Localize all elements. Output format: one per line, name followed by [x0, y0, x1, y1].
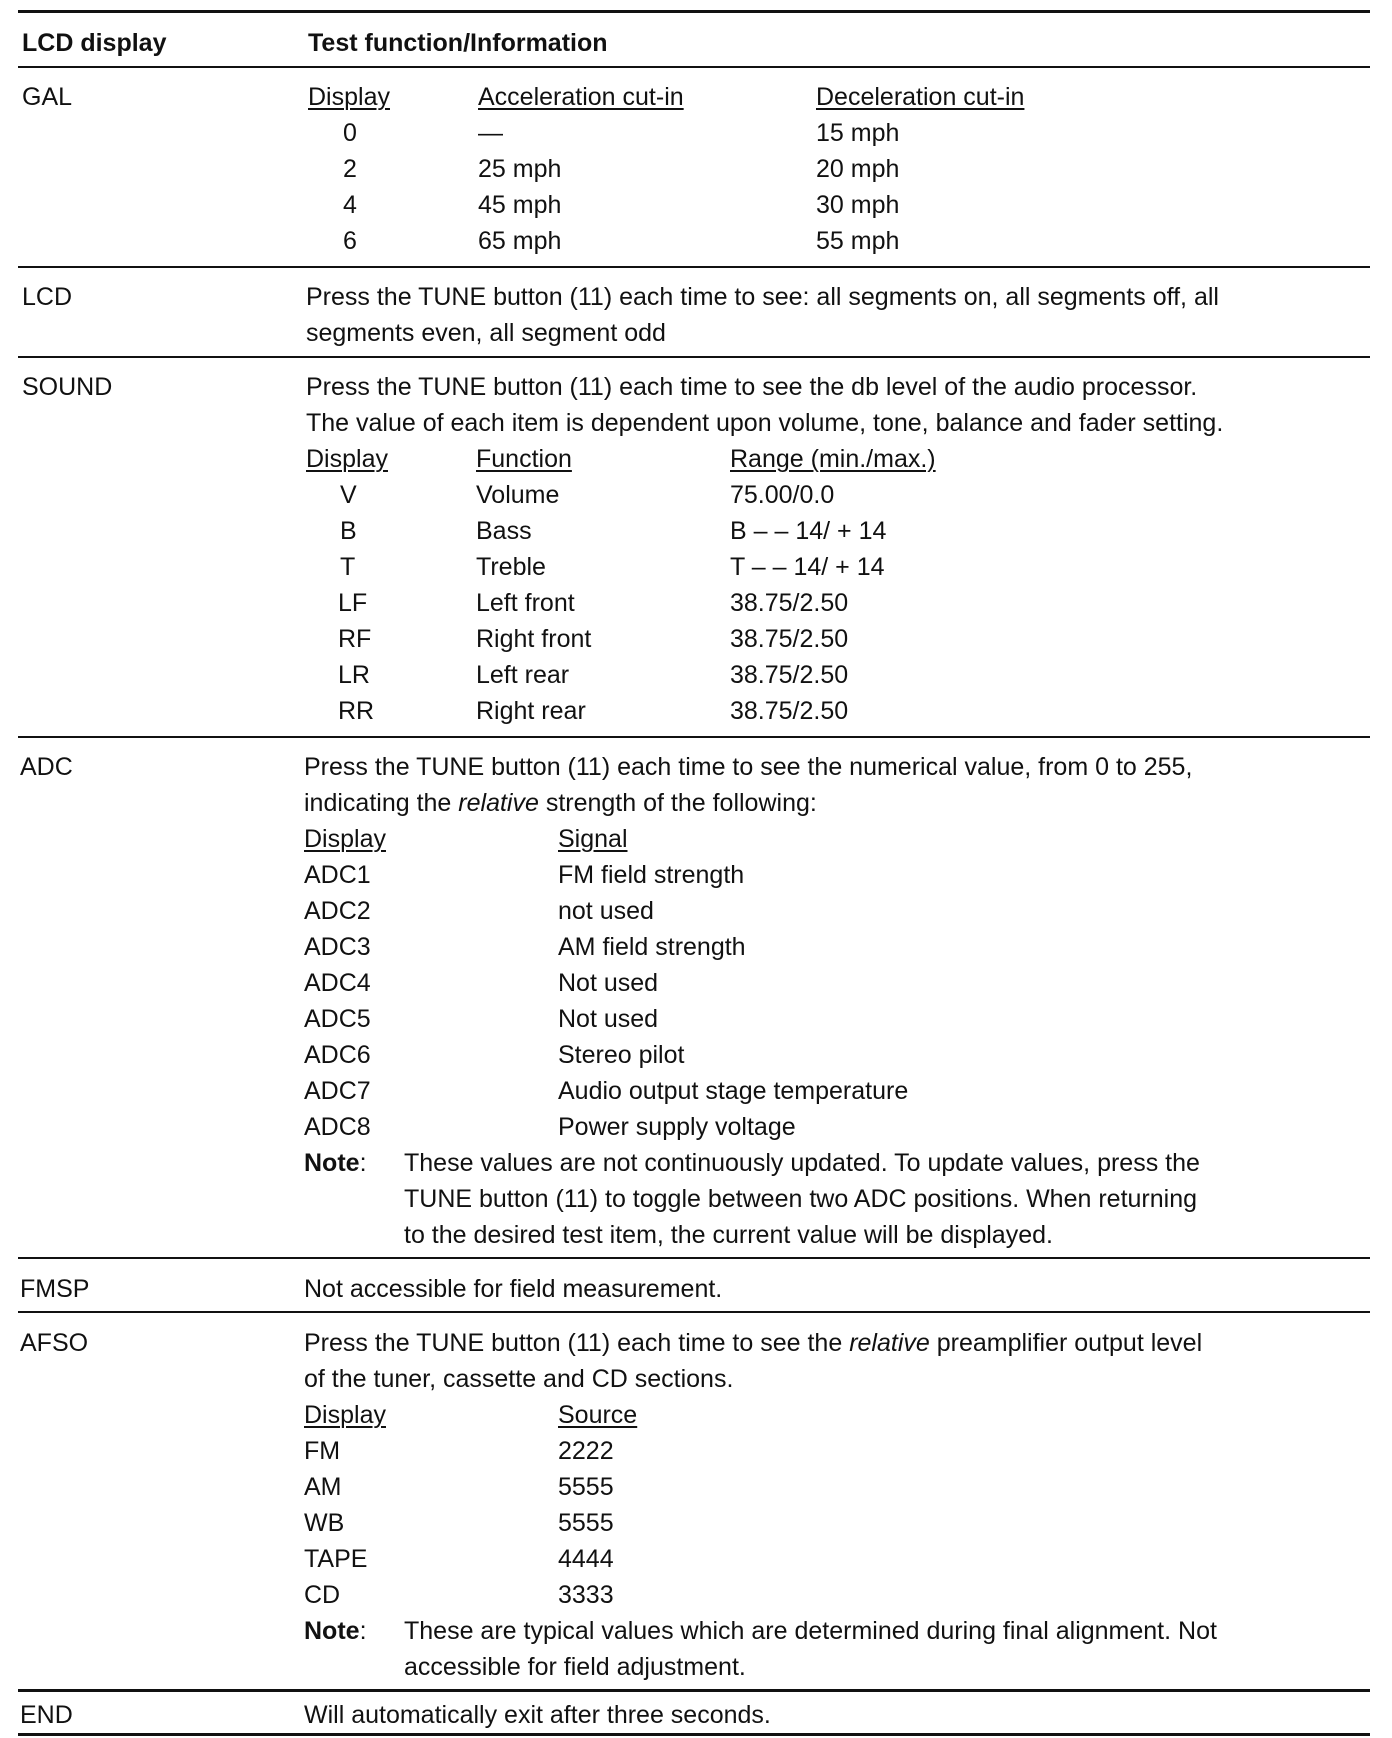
adc-display-cell: ADC3 — [304, 933, 371, 961]
header-rule — [18, 66, 1370, 68]
adc-signal-cell: Power supply voltage — [558, 1113, 796, 1141]
afso-note-line: These are typical values which are determined during final alignment. Not — [404, 1617, 1217, 1645]
row-code-afso: AFSO — [20, 1329, 89, 1357]
adc-signal-cell: Not used — [558, 969, 659, 997]
sound-display-cell: RF — [338, 625, 372, 653]
afso-note-label-text: Note — [304, 1617, 360, 1645]
row-code-fmsp: FMSP — [20, 1275, 90, 1303]
sound-range-cell: 38.75/2.50 — [730, 697, 849, 725]
gal-display-cell: 2 — [343, 155, 357, 183]
gal-accel-cell: 65 mph — [478, 227, 562, 255]
afso-display-cell: AM — [304, 1473, 342, 1501]
row-rule — [18, 736, 1370, 738]
row-code-lcd: LCD — [22, 283, 73, 311]
row-code-adc: ADC — [20, 753, 73, 781]
row-code-gal: GAL — [22, 83, 73, 111]
sound-display-cell: RR — [338, 697, 375, 725]
gal-accel-cell: 25 mph — [478, 155, 562, 183]
row-rule — [18, 266, 1370, 268]
adc-signal-cell: Not used — [558, 1005, 659, 1033]
adc-display-cell: ADC2 — [304, 897, 371, 925]
sound-header-range: Range (min./max.) — [730, 445, 936, 473]
header-test-function: Test function/Information — [308, 29, 608, 57]
afso-text-line — [304, 1328, 1202, 1358]
sound-display-cell: T — [340, 553, 356, 581]
adc-header-display: Display — [304, 825, 386, 853]
afso-source-cell: 5555 — [558, 1509, 614, 1537]
row-rule — [18, 1257, 1370, 1259]
adc-display-cell: ADC7 — [304, 1077, 371, 1105]
sound-range-cell: T – – 14/ + 14 — [730, 553, 885, 581]
adc-text-italic: relative — [458, 789, 539, 817]
adc-text-line: Press the TUNE button (11) each time to see the numerical value, from 0 to 255, — [304, 753, 1193, 781]
sound-function-cell: Volume — [476, 481, 560, 509]
gal-decel-cell: 30 mph — [816, 191, 900, 219]
afso-source-cell: 5555 — [558, 1473, 614, 1501]
row-rule — [18, 1311, 1370, 1313]
row-code-end: END — [20, 1701, 73, 1729]
gal-display-cell: 6 — [343, 227, 357, 255]
sound-function-cell: Right rear — [476, 697, 586, 725]
table-bottom-rule — [18, 1733, 1370, 1736]
afso-text-line: of the tuner, cassette and CD sections. — [304, 1365, 734, 1393]
gal-header-accel: Acceleration cut-in — [478, 83, 684, 111]
sound-range-cell: 38.75/2.50 — [730, 625, 849, 653]
adc-text-part: indicating the — [304, 789, 459, 817]
afso-display-cell: FM — [304, 1437, 341, 1465]
sound-range-cell: B – – 14/ + 14 — [730, 517, 887, 545]
end-text: Will automatically exit after three seconds. — [304, 1701, 771, 1729]
afso-display-cell: CD — [304, 1581, 341, 1609]
gal-decel-cell: 20 mph — [816, 155, 900, 183]
adc-note-label-text: Note — [304, 1149, 360, 1177]
sound-range-cell: 38.75/2.50 — [730, 589, 849, 617]
adc-signal-cell: Audio output stage temperature — [558, 1077, 909, 1105]
row-rule — [18, 356, 1370, 358]
afso-source-cell: 4444 — [558, 1545, 614, 1573]
adc-text-line — [304, 788, 817, 818]
afso-source-cell: 2222 — [558, 1437, 614, 1465]
row-rule — [18, 1689, 1370, 1692]
gal-accel-cell: — — [478, 119, 503, 147]
sound-header-display: Display — [306, 445, 388, 473]
adc-header-signal: Signal — [558, 825, 628, 853]
afso-note-line: accessible for field adjustment. — [404, 1653, 746, 1681]
lcd-text-line: segments even, all segment odd — [306, 319, 666, 347]
fmsp-text: Not accessible for field measurement. — [304, 1275, 723, 1303]
adc-signal-cell: FM field strength — [558, 861, 745, 889]
adc-signal-cell: AM field strength — [558, 933, 746, 961]
sound-function-cell: Bass — [476, 517, 532, 545]
sound-function-cell: Left rear — [476, 661, 570, 689]
gal-accel-cell: 45 mph — [478, 191, 562, 219]
gal-display-cell: 0 — [343, 119, 357, 147]
gal-header-display: Display — [308, 83, 390, 111]
afso-header-source: Source — [558, 1401, 638, 1429]
sound-function-cell: Right front — [476, 625, 592, 653]
afso-display-cell: WB — [304, 1509, 345, 1537]
adc-note-line: TUNE button (11) to toggle between two ADC positions. When returning — [404, 1185, 1198, 1213]
sound-function-cell: Left front — [476, 589, 575, 617]
sound-display-cell: V — [340, 481, 357, 509]
gal-header-decel: Deceleration cut-in — [816, 83, 1025, 111]
sound-range-cell: 75.00/0.0 — [730, 481, 835, 509]
header-lcd-display: LCD display — [22, 29, 167, 57]
sound-function-cell: Treble — [476, 553, 546, 581]
sound-header-function: Function — [476, 445, 572, 473]
adc-display-cell: ADC5 — [304, 1005, 371, 1033]
adc-display-cell: ADC1 — [304, 861, 371, 889]
adc-signal-cell: Stereo pilot — [558, 1041, 685, 1069]
lcd-text-line: Press the TUNE button (11) each time to see: all segments on, all segments off, all — [306, 283, 1219, 311]
afso-text-part: Press the TUNE button (11) each time to see the — [304, 1329, 850, 1357]
afso-text-part: preamplifier output level — [929, 1329, 1203, 1357]
sound-text-line: Press the TUNE button (11) each time to see the db level of the audio processor. — [306, 373, 1198, 401]
sound-display-cell: LF — [338, 589, 368, 617]
sound-display-cell: LR — [338, 661, 370, 689]
adc-signal-cell: not used — [558, 897, 654, 925]
gal-display-cell: 4 — [343, 191, 357, 219]
sound-range-cell: 38.75/2.50 — [730, 661, 849, 689]
adc-display-cell: ADC6 — [304, 1041, 371, 1069]
adc-note-line: These values are not continuously updated. To update values, press the — [404, 1149, 1200, 1177]
adc-display-cell: ADC4 — [304, 969, 371, 997]
adc-text-part: strength of the following: — [538, 789, 817, 817]
adc-note-label: Note: — [304, 1149, 367, 1177]
adc-display-cell: ADC8 — [304, 1113, 371, 1141]
afso-header-display: Display — [304, 1401, 386, 1429]
afso-note-label: Note: — [304, 1617, 367, 1645]
row-code-sound: SOUND — [22, 373, 113, 401]
gal-decel-cell: 55 mph — [816, 227, 900, 255]
sound-text-line: The value of each item is dependent upon volume, tone, balance and fader setting. — [306, 409, 1224, 437]
afso-text-italic: relative — [849, 1329, 930, 1357]
gal-decel-cell: 15 mph — [816, 119, 900, 147]
table-top-rule — [18, 10, 1370, 13]
adc-note-line: to the desired test item, the current value will be displayed. — [404, 1221, 1053, 1249]
afso-source-cell: 3333 — [558, 1581, 614, 1609]
afso-display-cell: TAPE — [304, 1545, 368, 1573]
sound-display-cell: B — [340, 517, 357, 545]
